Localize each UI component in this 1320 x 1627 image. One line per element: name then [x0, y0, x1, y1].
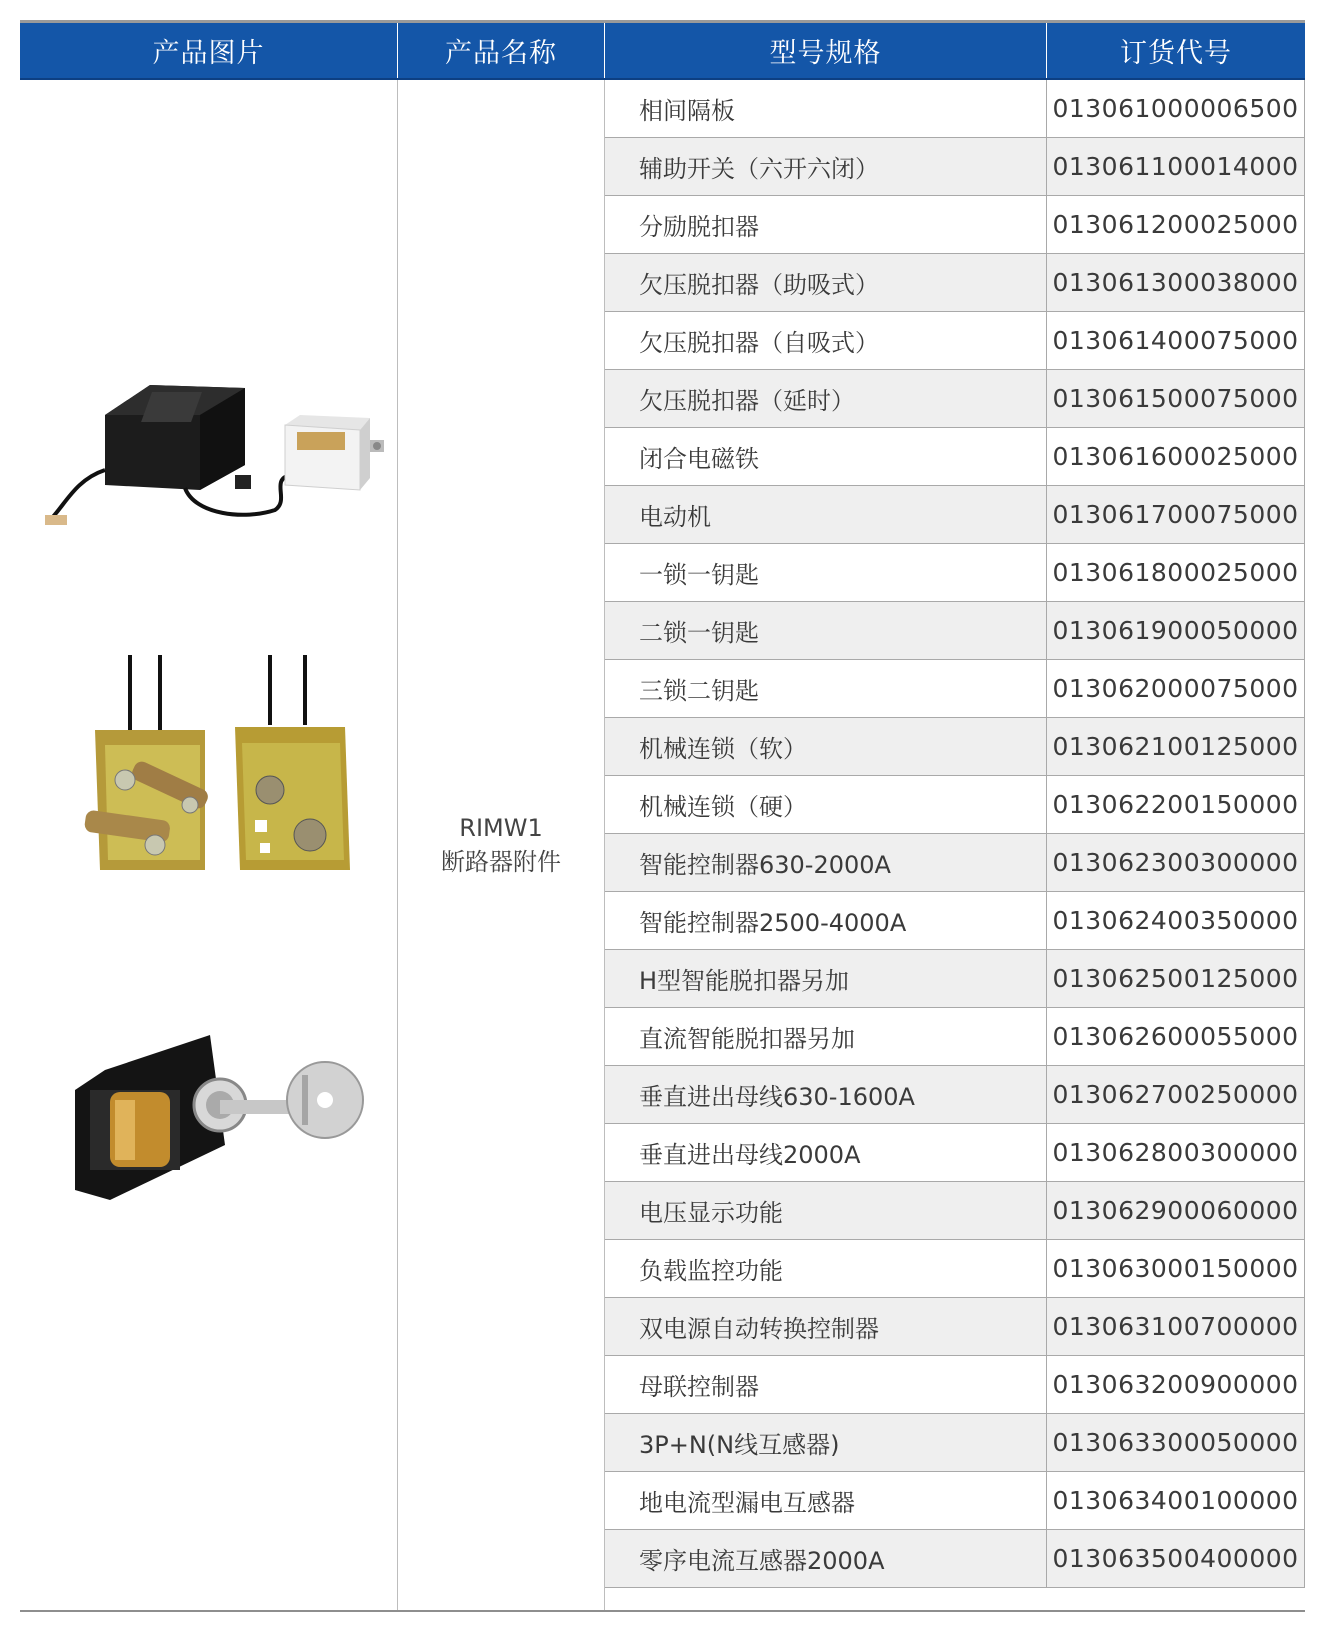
- table-row: [605, 196, 1305, 254]
- table-row: [605, 660, 1305, 718]
- order-code-cell: 013062000075000: [1047, 660, 1305, 717]
- under-voltage-release-photo: [45, 370, 385, 530]
- table-row: [605, 1066, 1305, 1124]
- order-code-cell: 013063200900000: [1047, 1356, 1305, 1413]
- header-image: 产品图片: [20, 23, 398, 78]
- order-code-cell: 013062900060000: [1047, 1182, 1305, 1239]
- table-row: [605, 370, 1305, 428]
- spec-cell: 欠压脱扣器（自吸式）: [605, 312, 1047, 369]
- spec-cell: 二锁一钥匙: [605, 602, 1047, 659]
- mechanical-interlock-photo: [70, 655, 370, 880]
- table-row: [605, 138, 1305, 196]
- table-row: [605, 1530, 1305, 1588]
- order-code-cell: 013062200150000: [1047, 776, 1305, 833]
- spec-cell: 机械连锁（软）: [605, 718, 1047, 775]
- order-code-cell: 013062400350000: [1047, 892, 1305, 949]
- table-row: [605, 718, 1305, 776]
- key-lock-photo: [70, 1030, 370, 1210]
- table-row: [605, 602, 1305, 660]
- spec-cell: 地电流型漏电互感器: [605, 1472, 1047, 1529]
- order-code-cell: 013062800300000: [1047, 1124, 1305, 1181]
- table-row: [605, 1298, 1305, 1356]
- spec-cell: 机械连锁（硬）: [605, 776, 1047, 833]
- table-row: [605, 1356, 1305, 1414]
- table-bottom-rule: [20, 1610, 1305, 1612]
- order-code-cell: 013061400075000: [1047, 312, 1305, 369]
- accessory-table: [20, 20, 1305, 1612]
- order-code-cell: 013061800025000: [1047, 544, 1305, 601]
- table-row: [605, 776, 1305, 834]
- spec-cell: 欠压脱扣器（延时）: [605, 370, 1047, 427]
- table-row: [605, 834, 1305, 892]
- order-code-cell: 013063500400000: [1047, 1530, 1305, 1587]
- order-code-cell: 013063100700000: [1047, 1298, 1305, 1355]
- product-name-cell: [398, 80, 605, 1610]
- spec-cell: 分励脱扣器: [605, 196, 1047, 253]
- spec-cell: 母联控制器: [605, 1356, 1047, 1413]
- spec-cell: H型智能脱扣器另加: [605, 950, 1047, 1007]
- table-row: [605, 254, 1305, 312]
- order-code-cell: 013063400100000: [1047, 1472, 1305, 1529]
- order-code-cell: 013062100125000: [1047, 718, 1305, 775]
- product-model: RIMW1: [459, 814, 543, 842]
- product-name: 断路器附件: [441, 848, 561, 876]
- product-image-cell: [20, 80, 398, 1610]
- spec-cell: 电压显示功能: [605, 1182, 1047, 1239]
- header-spec: 型号规格: [605, 23, 1047, 78]
- order-code-cell: 013062700250000: [1047, 1066, 1305, 1123]
- order-code-cell: 013063300050000: [1047, 1414, 1305, 1471]
- spec-cell: 欠压脱扣器（助吸式）: [605, 254, 1047, 311]
- spec-cell: 电动机: [605, 486, 1047, 543]
- order-code-cell: 013063000150000: [1047, 1240, 1305, 1297]
- order-code-cell: 013061700075000: [1047, 486, 1305, 543]
- table-row: [605, 1414, 1305, 1472]
- order-code-cell: 013061000006500: [1047, 80, 1305, 137]
- spec-cell: 三锁二钥匙: [605, 660, 1047, 717]
- header-code: 订货代号: [1120, 38, 1232, 69]
- spec-cell: 垂直进出母线2000A: [605, 1124, 1047, 1181]
- spec-cell: 相间隔板: [605, 80, 1047, 137]
- order-code-cell: 013061200025000: [1047, 196, 1305, 253]
- order-code-cell: 013061100014000: [1047, 138, 1305, 195]
- order-code-cell: 013062600055000: [1047, 1008, 1305, 1065]
- spec-cell: 负载监控功能: [605, 1240, 1047, 1297]
- table-row: [605, 1124, 1305, 1182]
- order-code-cell: 013061600025000: [1047, 428, 1305, 485]
- table-header: [20, 23, 1305, 80]
- header-name: 产品名称: [398, 23, 605, 78]
- table-row: [605, 950, 1305, 1008]
- table-row: [605, 486, 1305, 544]
- spec-cell: 3P+N(N线互感器): [605, 1414, 1047, 1471]
- spec-cell: 闭合电磁铁: [605, 428, 1047, 485]
- spec-rows: [605, 80, 1305, 1610]
- table-row: [605, 1182, 1305, 1240]
- spec-cell: 直流智能脱扣器另加: [605, 1008, 1047, 1065]
- order-code-cell: 013062500125000: [1047, 950, 1305, 1007]
- table-row: [605, 1240, 1305, 1298]
- spec-cell: 一锁一钥匙: [605, 544, 1047, 601]
- order-code-cell: 013061500075000: [1047, 370, 1305, 427]
- spec-cell: 智能控制器630-2000A: [605, 834, 1047, 891]
- spec-cell: 智能控制器2500-4000A: [605, 892, 1047, 949]
- order-code-cell: 013061300038000: [1047, 254, 1305, 311]
- spec-cell: 零序电流互感器2000A: [605, 1530, 1047, 1587]
- order-code-cell: 013062300300000: [1047, 834, 1305, 891]
- spec-cell: 双电源自动转换控制器: [605, 1298, 1047, 1355]
- table-row: [605, 312, 1305, 370]
- table-row: [605, 1472, 1305, 1530]
- table-body: [20, 80, 1305, 1610]
- spec-cell: 辅助开关（六开六闭）: [605, 138, 1047, 195]
- order-code-cell: 013061900050000: [1047, 602, 1305, 659]
- table-row: [605, 544, 1305, 602]
- table-row: [605, 892, 1305, 950]
- table-row: [605, 1008, 1305, 1066]
- table-row: [605, 428, 1305, 486]
- spec-cell: 垂直进出母线630-1600A: [605, 1066, 1047, 1123]
- table-row: [605, 80, 1305, 138]
